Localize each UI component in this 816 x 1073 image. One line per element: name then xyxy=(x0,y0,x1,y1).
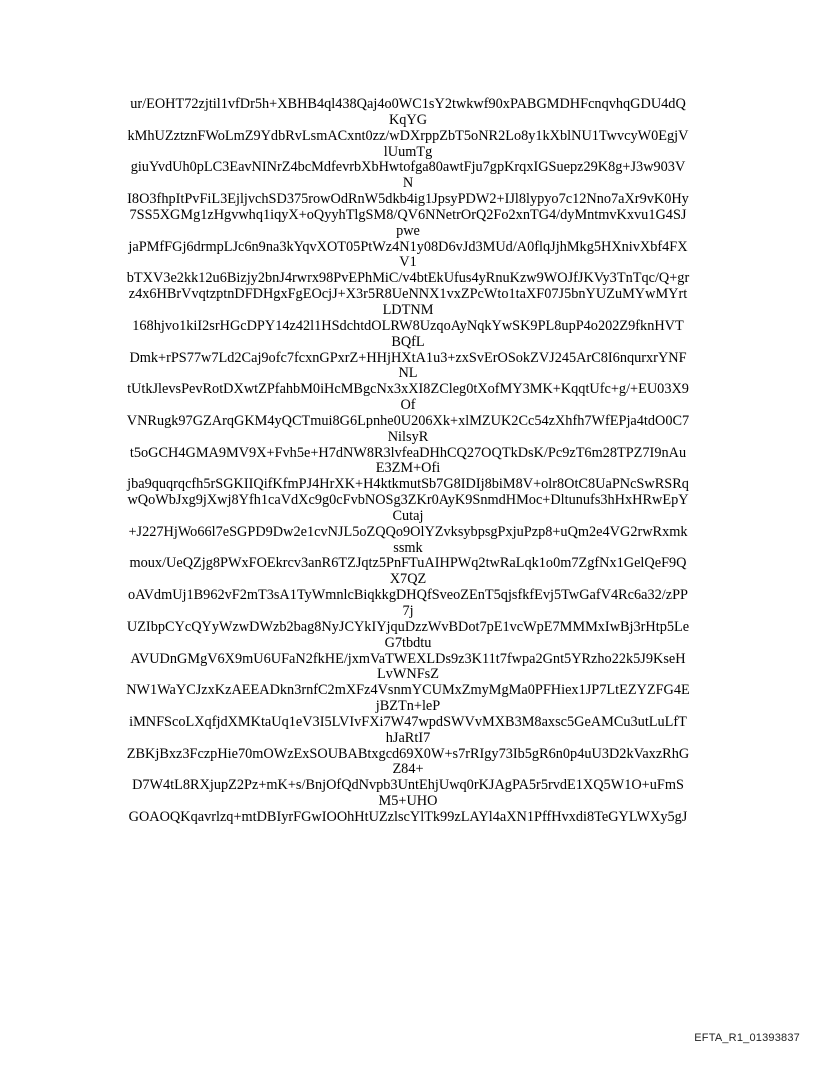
text-line: moux/UeQZjg8PWxFOEkrcv3anR6TZJqtz5PnFTuAIHPWq2twRaLqk1o0m7ZgfNx1GelQeF9Q xyxy=(129,555,687,572)
text-line: E3ZM+Ofi xyxy=(375,460,441,477)
text-line: jaPMfFGj6drmpLJc6n9na3kYqvXOT05PtWz4N1y08D6vJd3MUd/A0flqJjhMkg5HXnivXbf4FX xyxy=(128,238,688,255)
text-line: pwe xyxy=(396,222,420,239)
text-line: hJaRtI7 xyxy=(385,729,431,746)
text-line: Z84+ xyxy=(392,761,424,778)
document-id-footer: EFTA_R1_01393837 xyxy=(694,1032,800,1044)
text-line: AVUDnGMgV6X9mU6UFaN2fkHE/jxmVaTWEXLDs9z3K11t7fwpa2Gnt5YRzho22k5J9KseH xyxy=(130,650,686,667)
text-line: jba9quqrqcfh5rSGKIIQifKfmPJ4HrXK+H4ktkmutSb7G8IDIj8biM8V+olr8OtC8UaPNcSwRSRq xyxy=(127,476,689,493)
text-line: NW1WaYCJzxKzAEEADkn3rnfC2mXFz4VsnmYCUMxZmyMgMa0PFHiex1JP7LtEZYZFG4E xyxy=(126,682,690,699)
text-line: N xyxy=(402,175,414,192)
text-line: GOAOQKqavrlzq+mtDBIyrFGwIOOhHtUZzlscYlTk99zLAYl4aXN1PffHvxdi8TeGYLWXy5gJ xyxy=(128,808,688,825)
text-line: 7j xyxy=(402,603,414,619)
text-line: giuYvdUh0pLC3EavNINrZ4bcMdfevrbXbHwtofga80awtFju7gpKrqxIGSuepz29K8g+J3w903V xyxy=(130,159,686,176)
text-line: D7W4tL8RXjupZ2Pz+mK+s/BnjOfQdNvpb3UntEhjUwq0rKJAgPA5r5rvdE1XQ5W1O+uFmS xyxy=(132,777,684,794)
text-line: BQfL xyxy=(391,333,425,350)
encoded-text-block xyxy=(110,97,706,826)
text-line: jBZTn+leP xyxy=(375,698,441,715)
text-line: +J227HjWo66l7eSGPD9Dw2e1cvNJL5oZQQo9OlYZvksybpsgPxjuPzp8+uQm2e4VG2rwRxmk xyxy=(128,523,688,540)
text-line: 7SS5XGMg1zHgvwhq1iqyX+oQyyhTlgSM8/QV6NNetrOrQ2Fo2xnTG4/dyMntmvKxvu1G4SJ xyxy=(129,206,687,223)
text-line: KqYG xyxy=(388,111,428,128)
text-line: LDTNM xyxy=(382,301,434,318)
text-line: bTXV3e2kk12u6Bizjy2bnJ4rwrx98PvEPhMiC/v4btEkUfus4yRnuKzw9WOJfJKVy3TnTqc/Q+gr xyxy=(126,270,690,287)
text-line: iMNFScoLXqfjdXMKtaUq1eV3I5LVIvFXi7W47wpdSWVvMXB3M8axsc5GeAMCu3utLuLfT xyxy=(129,713,687,730)
text-line: Cutaj xyxy=(392,507,424,524)
text-line: tUtkJlevsPevRotDXwtZPfahbM0iHcMBgcNx3xXI8ZCleg0tXofMY3MK+KqqtUfc+g/+EU03X9 xyxy=(127,381,689,398)
text-line: G7tbdtu xyxy=(384,634,432,651)
text-line: kMhUZztznFWoLmZ9YdbRvLsmACxnt0zz/wDXrppZbT5oNR2Lo8y1kXblNU1TwvcyW0EgjV xyxy=(127,127,689,144)
text-line: LvWNFsZ xyxy=(377,666,439,683)
text-line: I8O3fhpItPvFiL3EjljvchSD375rowOdRnW5dkb4ig1JpsyPDW2+IJl8lypyo7c12Nno7aXr9vK0Hy xyxy=(127,191,689,208)
text-line: ur/EOHT72zjtil1vfDr5h+XBHB4ql438Qaj4o0WC1sY2twkwf90xPABGMDHFcnqvhqGDU4dQ xyxy=(130,96,686,112)
text-line: M5+UHO xyxy=(378,793,438,810)
text-line: lUumTg xyxy=(383,143,433,160)
text-line: V1 xyxy=(399,254,417,271)
text-line: 168hjvo1kiI2srHGcDPY14z42l1HSdchtdOLRW8UzqoAyNqkYwSK9PL8upP4o202Z9fknHVT xyxy=(132,317,684,334)
text-line: z4x6HBrVvqtzptnDFDHgxFgEOcjJ+X3r5R8UeNNX1vxZPcWto1taXF07J5bnYUZuMYwMYrt xyxy=(128,286,688,303)
text-line: Dmk+rPS77w7Ld2Caj9ofc7fcxnGPxrZ+HHjHXtA1u3+zxSvErOSokZVJ245ArC8I6nqurxrYNF xyxy=(129,349,687,366)
text-line: NilsyR xyxy=(387,428,429,445)
text-line: NL xyxy=(398,365,418,382)
text-line: Of xyxy=(400,397,416,414)
text-line: ZBKjBxz3FczpHie70mOWzExSOUBABtxgcd69X0W+s7rRIgy73Ib5gR6n0p4uU3D2kVaxzRhG xyxy=(126,745,690,762)
text-line: t5oGCH4GMA9MV9X+Fvh5e+H7dNW8R3lvfeaDHhCQ27OQTkDsK/Pc9zT6m28TPZ7I9nAu xyxy=(129,444,687,461)
text-line: VNRugk97GZArqGKM4yQCTmui8G6Lpnhe0U206Xk+xlMZUK2Cc54zXhfh7WfEPja4tdO0C7 xyxy=(126,412,690,429)
text-line: wQoWbJxg9jXwj8Yfh1caVdXc9g0cFvbNOSg3ZKr0AyK9SnmdHMoc+Dltunufs3hHxHRwEpY xyxy=(127,492,689,509)
text-line: UZIbpCYcQYyWzwDWzb2bag8NyJCYkIYjquDzzWvBDot7pE1vcWpE7MMMxIwBj3rHtp5Le xyxy=(126,618,690,635)
text-line: X7QZ xyxy=(389,571,427,588)
text-line: oAVdmUj1B962vF2mT3sA1TyWmnlcBiqkkgDHQfSveoZEnT5qjsfkfEvj5TwGafV4Rc6a32/zPP xyxy=(127,587,689,604)
text-line: ssmk xyxy=(393,539,423,556)
